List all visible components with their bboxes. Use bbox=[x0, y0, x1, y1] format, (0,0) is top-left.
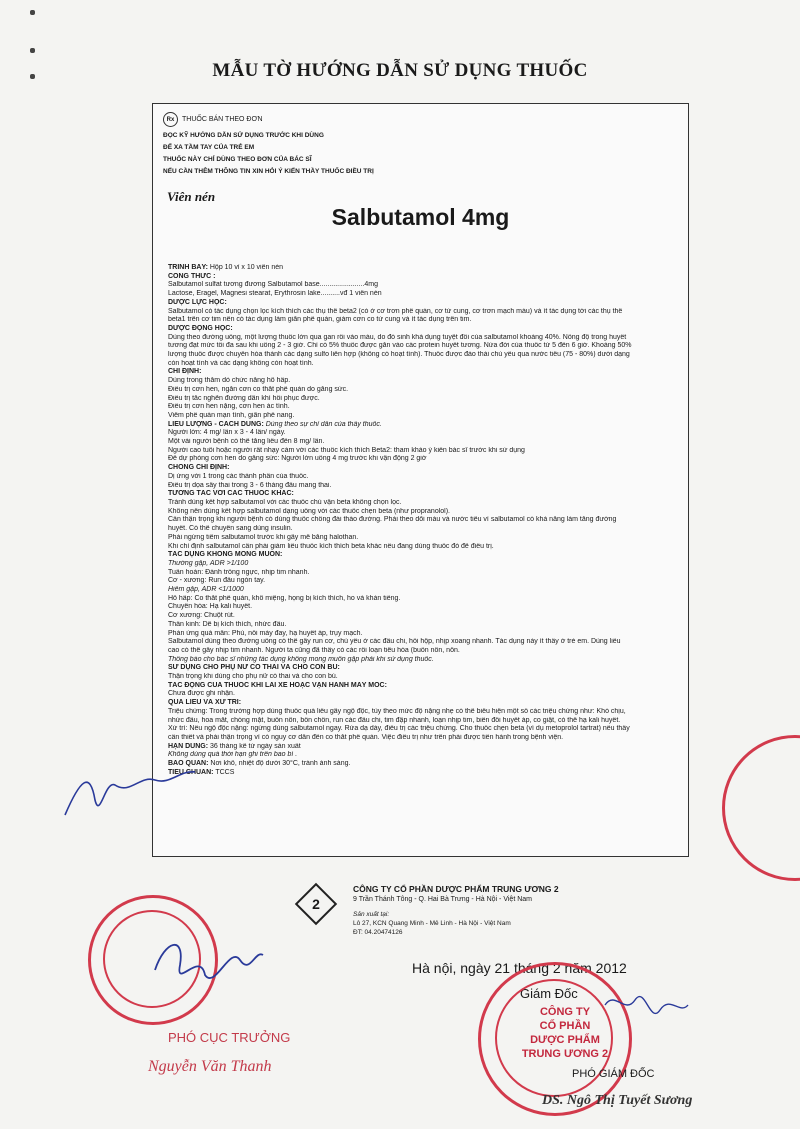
page-title: MẪU TỜ HƯỚNG DẪN SỬ DỤNG THUỐC bbox=[212, 60, 588, 81]
leaflet-line bbox=[168, 690, 683, 699]
section-text: tương đạt mức tối đa sau khi uống 2 - 3 giờ. Chỉ có 5% thuốc được gắn vào các protein huyết tương. Nửa đời của thuốc từ 5 đến 6 giờ. Khoảng 50% bbox=[168, 342, 632, 350]
section-text: Phải ngừng tiêm salbutamol trước khi gây mê bằng halothan. bbox=[168, 533, 359, 541]
section-heading: TÁC DỤNG KHÔNG MONG MUỐN: bbox=[168, 551, 283, 559]
leaflet-line bbox=[168, 499, 683, 508]
section-text: cao có thể gây nhịp tim nhanh. Người ta cũng đã thấy có các rối loạn tiêu hóa (buồn nôn, nôn. bbox=[168, 646, 460, 654]
leaflet-line bbox=[168, 603, 683, 612]
section-text: beta1 trên cơ tim nên có tác dụng làm giãn phế quản, giảm cơn co tử cung và ít tác dụng trên tim. bbox=[168, 316, 472, 324]
date-line: Hà nội, ngày 21 tháng 2 năm 2012 bbox=[412, 960, 627, 976]
manufacturer-block bbox=[353, 910, 511, 937]
leaflet-line bbox=[168, 708, 683, 717]
section-text: Xử trí: Nếu ngộ độc nặng: ngừng dùng salbutamol ngay. Rửa dạ dày, điều trị các triệu chứng. Cho thuốc chẹn beta (ví dụ metoprolol tartrat) nếu thấy bbox=[168, 725, 630, 733]
leaflet-line bbox=[168, 412, 683, 421]
right-signer-name: DS. Ngô Thị Tuyết Sương bbox=[542, 1093, 693, 1108]
company-stamp-text bbox=[520, 1005, 610, 1061]
section-text: Cơ xương: Chuột rút. bbox=[168, 612, 235, 620]
section-text: Salbutamol sulfat tương đương Salbutamol base.......................4mg bbox=[168, 281, 378, 289]
company-name: CÔNG TY CỔ PHẦN DƯỢC PHẨM TRUNG ƯƠNG 2 bbox=[353, 884, 559, 894]
leaflet-line bbox=[168, 429, 683, 438]
section-text: nhức đầu, hoa mắt, chóng mặt, buồn nôn, bồn chồn, run các đầu chi, tim đập nhanh, loạn nhịp tim, biến đổi huyết áp, co giật, có thể hạ kali huyết. bbox=[168, 716, 621, 724]
deputy-director-title: PHÓ GIÁM ĐỐC bbox=[572, 1068, 655, 1080]
section-text: Salbutamol dùng theo đường uống có thể gây run cơ, chủ yếu ở các đầu chi, hồi hộp, nhịp xoang nhanh. Tác dụng này ít thấy ở trẻ em. Dùng liều bbox=[168, 638, 621, 646]
section-heading: DƯỢC ĐỘNG HỌC: bbox=[168, 324, 233, 332]
section-text: còn hoạt tính và các dạng không còn hoạt tính. bbox=[168, 359, 314, 367]
section-note: Thông báo cho bác sĩ những tác dụng không mong muốn gặp phải khi sử dụng thuốc. bbox=[168, 655, 434, 663]
section-text: huyết. Có thể chuyển sang dùng insulin. bbox=[168, 525, 293, 533]
leaflet-line bbox=[168, 630, 683, 639]
leaflet-line bbox=[168, 438, 683, 447]
leaflet-line bbox=[168, 525, 683, 534]
stamp-partial bbox=[722, 735, 800, 881]
leaflet-line bbox=[168, 560, 683, 569]
leaflet-line bbox=[168, 325, 683, 334]
section-text: Triệu chứng: Trong trường hợp dùng thuốc quá liều gây ngộ độc, tùy theo mức độ nặng nhẹ có thể biểu hiện một số các triệu chứng như: Khó chịu, bbox=[168, 707, 626, 715]
section-text: Dùng theo đường uống, một lượng thuốc lớn qua gan rồi vào máu, do đó sinh khả dụng tuyệt đối của salbutamol khoảng 40%. Nồng độ trong huyết bbox=[168, 333, 627, 341]
leaflet-line bbox=[168, 368, 683, 377]
stamp-line: TRUNG ƯƠNG 2 bbox=[521, 1048, 609, 1060]
section-text: Khi chỉ định salbutamol cần phải giảm liều thuốc kích thích beta khác nếu đang dùng thuốc đó để điều trị. bbox=[168, 542, 494, 550]
section-text: Điều trị cơn hen, ngăn cơn co thắt phế quản do gắng sức. bbox=[168, 385, 349, 393]
section-heading: LIỀU LƯỢNG - CÁCH DÙNG: bbox=[168, 420, 264, 428]
section-text: Không nên dùng kết hợp salbutamol dạng uống với các thuốc chẹn beta (như propranolol). bbox=[168, 507, 450, 515]
leaflet-line bbox=[168, 760, 683, 769]
leaflet-line bbox=[168, 543, 683, 552]
section-heading: TIÊU CHUẨN: bbox=[168, 768, 214, 776]
section-heading: CHỈ ĐỊNH: bbox=[168, 368, 202, 376]
section-text: Salbutamol có tác dụng chọn lọc kích thích các thụ thể beta2 (có ở cơ trơn phế quản, cơ tử cung, cơ trơn mạch máu) và ít tác dụng tới các thụ thể bbox=[168, 307, 623, 315]
stamp-line: CÔNG TY bbox=[539, 1006, 591, 1018]
leaflet-line bbox=[168, 656, 683, 665]
warning-line: ĐỌC KỸ HƯỚNG DẪN SỬ DỤNG TRƯỚC KHI DÙNG bbox=[163, 132, 324, 139]
leaflet-line bbox=[168, 647, 683, 656]
leaflet-line bbox=[168, 725, 683, 734]
leaflet-line bbox=[168, 360, 683, 369]
leaflet-box bbox=[152, 103, 689, 936]
leaflet-line bbox=[168, 308, 683, 317]
leaflet-line bbox=[168, 455, 683, 464]
warning-line: ĐỂ XA TẦM TAY CỦA TRẺ EM bbox=[163, 144, 255, 151]
company-logo bbox=[295, 883, 337, 925]
section-text: lượng thuốc được chuyển hóa thành các dạng sulfo liên hợp (không có hoạt tính). Thuốc được đào thải chủ yếu qua nước tiểu (75 - 80%) dưới dạng bbox=[168, 351, 630, 359]
section-text: Tránh dùng kết hợp salbutamol với các thuốc chủ vận beta không chọn lọc. bbox=[168, 498, 402, 506]
leaflet-line bbox=[168, 290, 683, 299]
scan-mark bbox=[30, 10, 35, 15]
section-heading: SỬ DỤNG CHO PHỤ NỮ CÓ THAI VÀ CHO CON BÚ: bbox=[168, 664, 340, 672]
section-text: Chưa được ghi nhận. bbox=[168, 690, 235, 698]
leaflet-line bbox=[168, 734, 683, 743]
section-text: Điều trị cơn hen nặng, cơn hen ác tính. bbox=[168, 403, 290, 411]
section-text: Phản ứng quá mẫn: Phù, nổi mày đay, hạ huyết áp, trụy mạch. bbox=[168, 629, 363, 637]
section-text: Thận trọng khi dùng cho phụ nữ có thai và cho con bú. bbox=[168, 673, 338, 681]
leaflet-line bbox=[168, 403, 683, 412]
left-signer-name: Nguyễn Văn Thanh bbox=[148, 1058, 272, 1075]
section-text: Hộp 10 vỉ x 10 viên nén bbox=[207, 264, 284, 271]
leaflet-line bbox=[168, 638, 683, 647]
leaflet-line bbox=[168, 316, 683, 325]
leaflet-body bbox=[168, 264, 683, 777]
leaflet-line bbox=[168, 264, 683, 273]
leaflet-line bbox=[168, 664, 683, 673]
section-heading: DƯỢC LỰC HỌC: bbox=[168, 298, 227, 306]
section-note: Hiếm gặp, ADR <1/1000 bbox=[168, 586, 244, 594]
warning-line: THUỐC NÀY CHỈ DÙNG THEO ĐƠN CỦA BÁC SĨ bbox=[163, 156, 312, 163]
section-text: Cần thận trọng khi người bệnh có dùng thuốc chống đái tháo đường. Phải theo dõi máu và nước tiểu vì salbutamol có khả năng làm tăng đường bbox=[168, 516, 617, 524]
section-text: Người lớn: 4 mg/ lần x 3 - 4 lần/ ngày. bbox=[168, 429, 286, 437]
leaflet-line bbox=[168, 743, 683, 752]
leaflet-line bbox=[168, 569, 683, 578]
logo-text: 2 bbox=[312, 896, 320, 912]
leaflet-line bbox=[168, 447, 683, 456]
section-text: Điều trị dọa sẩy thai trong 3 - 6 tháng đầu mang thai. bbox=[168, 481, 332, 489]
leaflet-line bbox=[168, 334, 683, 343]
leaflet-line bbox=[168, 516, 683, 525]
director-title: Giám Đốc bbox=[520, 986, 578, 1001]
leaflet-line bbox=[168, 281, 683, 290]
left-signer-title: PHÓ CỤC TRƯỞNG bbox=[168, 1030, 291, 1045]
section-heading: QUÁ LIỀU VÀ XỬ TRÍ: bbox=[168, 699, 242, 707]
leaflet-line bbox=[168, 482, 683, 491]
section-note: Dùng theo sự chỉ dẫn của thầy thuốc. bbox=[263, 420, 382, 428]
section-text: Cơ - xương: Run đầu ngón tay. bbox=[168, 577, 266, 585]
section-heading: HẠN DÙNG: bbox=[168, 742, 209, 750]
leaflet-line bbox=[168, 490, 683, 499]
stamp-line: DƯỢC PHẨM bbox=[530, 1034, 600, 1046]
section-text: Điều trị tắc nghẽn đường dẫn khí hồi phục được. bbox=[168, 394, 320, 402]
leaflet-line bbox=[168, 577, 683, 586]
leaflet-line bbox=[168, 395, 683, 404]
leaflet-line bbox=[168, 699, 683, 708]
section-text: Hô hấp: Co thắt phế quản, khô miệng, họng bị kích thích, ho và khản tiếng. bbox=[168, 594, 401, 602]
section-text: Thần kinh: Dễ bị kích thích, nhức đầu. bbox=[168, 620, 287, 628]
warning-line: NẾU CẦN THÊM THÔNG TIN XIN HỎI Ý KIẾN THẦY THUỐC ĐIỀU TRỊ bbox=[163, 168, 374, 175]
section-text: Một vài người bệnh có thể tăng liều đến 8 mg/ lần. bbox=[168, 438, 325, 446]
leaflet-line bbox=[168, 612, 683, 621]
leaflet-line bbox=[168, 377, 683, 386]
rx-row bbox=[163, 112, 263, 127]
product-name: Salbutamol 4mg bbox=[331, 204, 510, 230]
rx-text: THUỐC BÁN THEO ĐƠN bbox=[182, 116, 263, 123]
leaflet-line bbox=[168, 421, 683, 430]
signature-scribble-left bbox=[60, 760, 200, 830]
section-text: Viêm phế quản mạn tính, giãn phế nang. bbox=[168, 411, 295, 419]
leaflet-line bbox=[168, 534, 683, 543]
leaflet-line bbox=[168, 508, 683, 517]
leaflet-line bbox=[168, 621, 683, 630]
section-text: TCCS bbox=[213, 768, 235, 776]
signature-scribble-center bbox=[145, 930, 265, 1000]
section-text: Chuyển hóa: Hạ kali huyết. bbox=[168, 603, 253, 611]
leaflet-line bbox=[168, 586, 683, 595]
section-text: Để dự phòng cơn hen do gắng sức: Người lớn uống 4 mg trước khi vận động 2 giờ bbox=[168, 455, 427, 463]
leaflet-line bbox=[168, 342, 683, 351]
section-heading: BẢO QUẢN: bbox=[168, 760, 209, 768]
section-heading: CÔNG THỨC : bbox=[168, 272, 216, 280]
section-text: cần thiết và phải thận trọng vì có nguy cơ dẫn đến co thắt phế quản. Việc điều trị như trên phải được tiến hành trong bệnh viện. bbox=[168, 733, 564, 741]
section-text: Dị ứng với 1 trong các thành phần của thuốc. bbox=[168, 472, 309, 480]
section-heading: TÁC ĐỘNG CỦA THUỐC KHI LÁI XE HOẶC VẬN HÀNH MÁY MÓC: bbox=[168, 681, 387, 689]
leaflet-line bbox=[168, 682, 683, 691]
leaflet-line bbox=[168, 769, 683, 778]
signature-scribble-right bbox=[600, 985, 690, 1045]
manufacturer-label: Sản xuất tại: bbox=[353, 911, 390, 918]
section-heading: CHỐNG CHỈ ĐỊNH: bbox=[168, 464, 230, 472]
scan-mark bbox=[30, 48, 35, 53]
rx-icon: Rx bbox=[163, 112, 178, 127]
section-text: 36 tháng kể từ ngày sản xuất bbox=[208, 742, 301, 750]
leaflet-line bbox=[168, 673, 683, 682]
company-address: 9 Trần Thánh Tông - Q. Hai Bà Trưng - Hà Nội - Việt Nam bbox=[353, 896, 532, 903]
section-text: Lactose, Eragel, Magnesi stearat, Erythrosin lake..........vđ 1 viên nén bbox=[168, 290, 382, 298]
leaflet-line bbox=[168, 386, 683, 395]
section-text: Người cao tuổi hoặc người rất nhạy cảm với các thuốc kích thích Beta2: tham khảo ý kiến bác sĩ trước khi sử dụng bbox=[168, 446, 525, 454]
leaflet-line bbox=[168, 273, 683, 282]
leaflet-line bbox=[168, 351, 683, 360]
leaflet-line bbox=[168, 473, 683, 482]
leaflet-line bbox=[168, 751, 683, 760]
section-text: Dùng trong thăm dò chức năng hô hấp. bbox=[168, 377, 291, 385]
leaflet-line bbox=[168, 595, 683, 604]
section-note: Thường gặp, ADR >1/100 bbox=[168, 559, 249, 567]
leaflet-line bbox=[168, 551, 683, 560]
section-heading: TRÌNH BÀY: bbox=[168, 264, 208, 271]
stamp-line: CỔ PHẦN bbox=[539, 1020, 591, 1032]
dosage-form: Viên nén bbox=[167, 189, 216, 204]
leaflet-line bbox=[168, 717, 683, 726]
manufacturer-address: Lô 27, KCN Quang Minh - Mê Linh - Hà Nội - Việt Nam bbox=[353, 920, 511, 927]
section-note: Không dùng quá thời hạn ghi trên bao bì . bbox=[168, 751, 298, 759]
section-text: Nơi khô, nhiệt độ dưới 30°C, tránh ánh sáng. bbox=[208, 760, 351, 768]
phone: ĐT: 04.20474126 bbox=[353, 929, 403, 936]
leaflet-line bbox=[168, 464, 683, 473]
section-text: Tuần hoàn: Đánh trống ngực, nhịp tim nhanh. bbox=[168, 568, 310, 576]
leaflet-line bbox=[168, 299, 683, 308]
section-heading: TƯƠNG TÁC VỚI CÁC THUỐC KHÁC: bbox=[168, 490, 294, 498]
